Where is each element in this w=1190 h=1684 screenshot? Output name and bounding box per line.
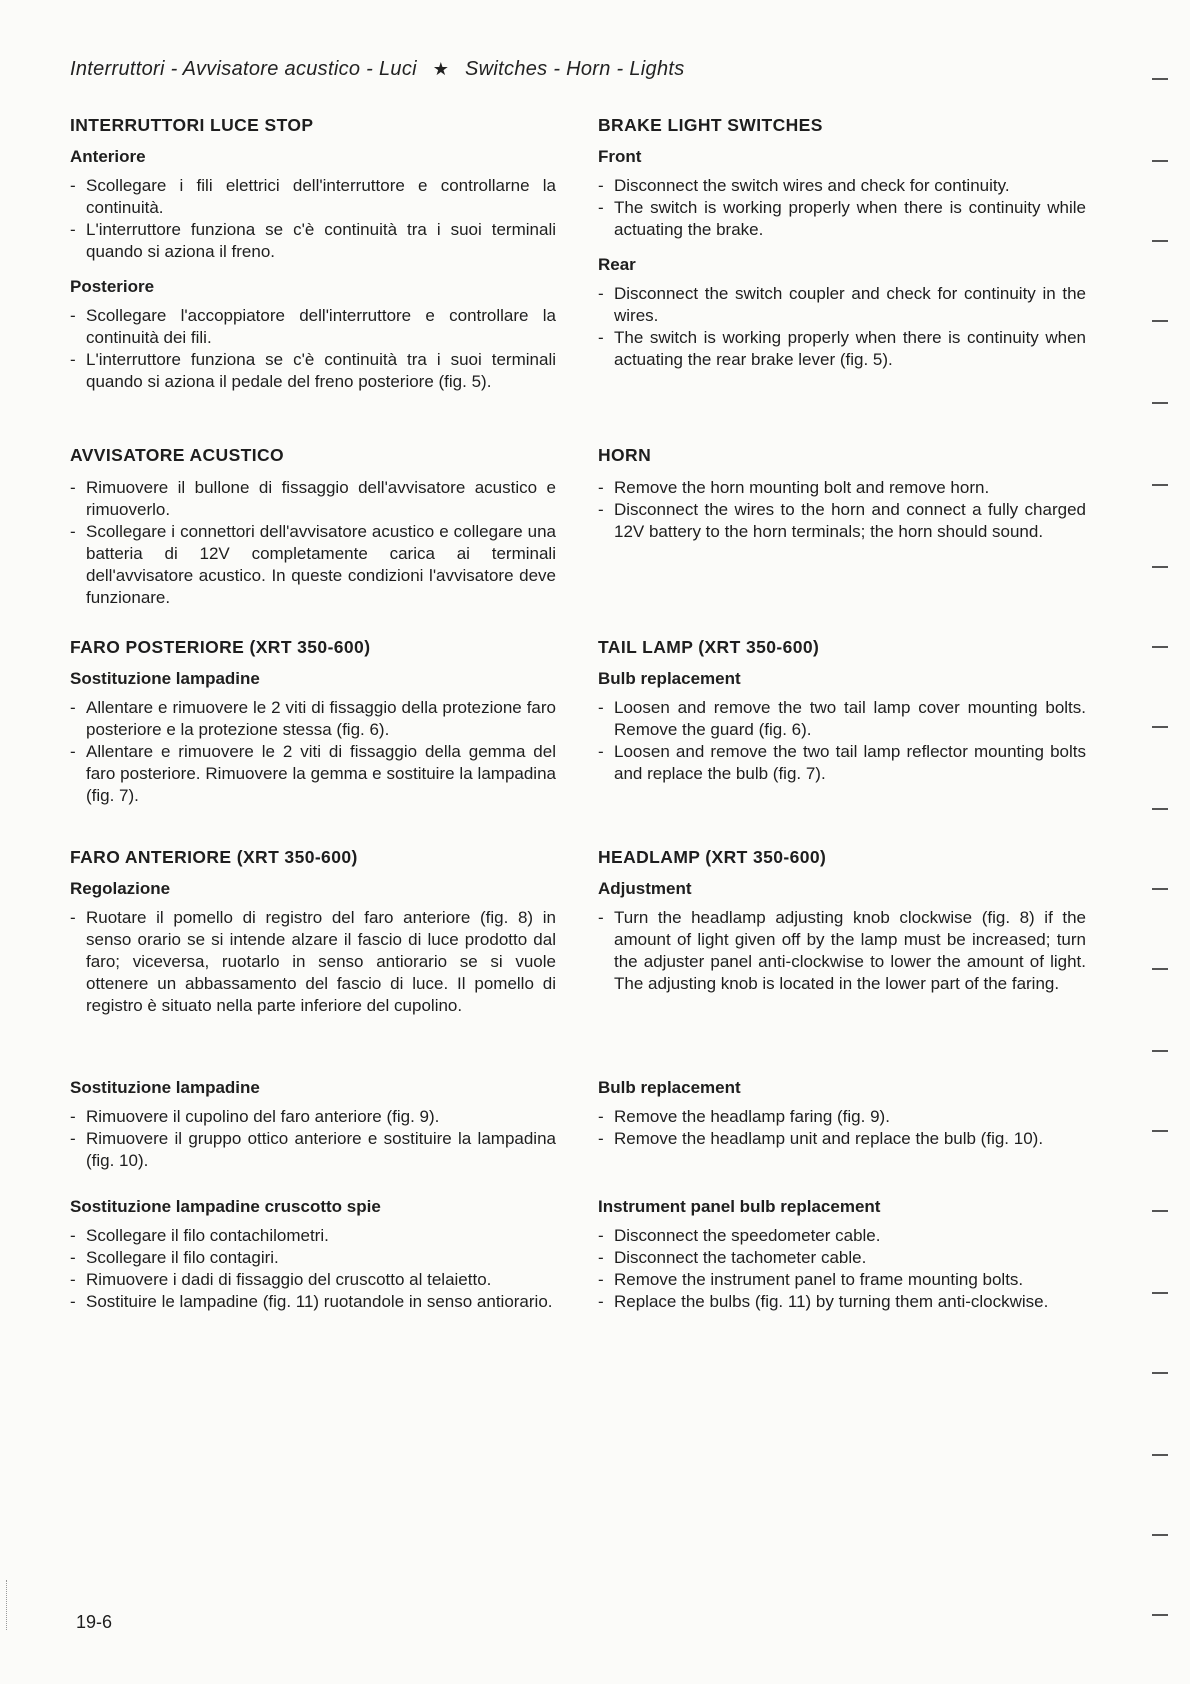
section-tail-lamp-en [598, 637, 1086, 785]
margin-tick [1152, 1130, 1168, 1132]
list-item: - Loosen and remove the two tail lamp cover mounting bolts. Remove the guard (fig. 6). [598, 697, 1086, 741]
list-item: - Rimuovere i dadi di fissaggio del cruscotto al telaietto. [70, 1269, 556, 1291]
step-list [598, 1106, 1086, 1150]
step-list [598, 477, 1086, 543]
list-item: - Scollegare l'accoppiatore dell'interruttore e controllare la continuità dei fili. [70, 305, 556, 349]
step-list [70, 1225, 556, 1313]
section-tail-lamp-it [70, 637, 556, 807]
section-headlamp-it [70, 847, 556, 1017]
list-item: - Disconnect the switch coupler and check for continuity in the wires. [598, 283, 1086, 327]
list-item: - The switch is working properly when there is continuity when actuating the rear brake lever (fig. 5). [598, 327, 1086, 371]
section-title: TAIL LAMP (XRT 350-600) [598, 637, 820, 657]
section-title: HORN [598, 445, 652, 465]
section-stop-switches-it [70, 115, 556, 393]
star-icon: ★ [432, 59, 450, 79]
list-item: - Sostituire le lampadine (fig. 11) ruotandole in senso antiorario. [70, 1291, 556, 1313]
subsection-title: Rear [598, 255, 636, 274]
margin-tick [1152, 888, 1168, 890]
subsection-title: Sostituzione lampadine cruscotto spie [70, 1197, 381, 1216]
margin-tick [1152, 160, 1168, 162]
list-item: - Remove the headlamp faring (fig. 9). [598, 1106, 1086, 1128]
step-list [598, 697, 1086, 785]
subsection-title: Adjustment [598, 879, 692, 898]
margin-tick [1152, 566, 1168, 568]
list-item: - Scollegare il filo contachilometri. [70, 1225, 556, 1247]
list-item: - Replace the bulbs (fig. 11) by turning them anti-clockwise. [598, 1291, 1086, 1313]
list-item: - Rimuovere il gruppo ottico anteriore e sostituire la lampadina (fig. 10). [70, 1128, 556, 1172]
list-item: - L'interruttore funziona se c'è continuità tra i suoi terminali quando si aziona il freno. [70, 219, 556, 263]
subsection-title: Instrument panel bulb replacement [598, 1197, 881, 1216]
step-list [70, 1106, 556, 1172]
list-item: - Rimuovere il cupolino del faro anteriore (fig. 9). [70, 1106, 556, 1128]
subsection-title: Front [598, 147, 642, 166]
list-item: - The switch is working properly when there is continuity while actuating the brake. [598, 197, 1086, 241]
section-panel-bulb-en [598, 1197, 1086, 1313]
subsection-title: Sostituzione lampadine [70, 669, 260, 688]
page-number: 19-6 [76, 1612, 113, 1632]
section-stop-switches-en [598, 115, 1086, 371]
margin-tick [1152, 726, 1168, 728]
margin-tick [1152, 320, 1168, 322]
section-title: HEADLAMP (XRT 350-600) [598, 847, 827, 867]
step-list [70, 305, 556, 393]
margin-tick [1152, 968, 1168, 970]
margin-tick [1152, 1454, 1168, 1456]
step-list [70, 477, 556, 609]
subsection-title: Bulb replacement [598, 1078, 741, 1097]
section-panel-bulb-it [70, 1197, 556, 1313]
margin-tick [1152, 1534, 1168, 1536]
list-item: - Disconnect the switch wires and check for continuity. [598, 175, 1086, 197]
step-list [598, 283, 1086, 371]
list-item: - Remove the instrument panel to frame mounting bolts. [598, 1269, 1086, 1291]
step-list [598, 175, 1086, 241]
margin-tick [1152, 1050, 1168, 1052]
section-title: FARO ANTERIORE (XRT 350-600) [70, 847, 358, 867]
list-item: - Allentare e rimuovere le 2 viti di fissaggio della protezione faro posteriore e la protezione stessa (fig. 6). [70, 697, 556, 741]
list-item: - Turn the headlamp adjusting knob clockwise (fig. 8) if the amount of light given off by the lamp must be increased; turn the adjuster panel anti-clockwise to lower the amount of light. The adjusting knob is located in the lower part of the faring. [598, 907, 1086, 995]
section-horn-it [70, 445, 556, 609]
header-italian: Interruttori - Avvisatore acustico - Luci [70, 58, 417, 80]
margin-tick [1152, 1292, 1168, 1294]
margin-tick [1152, 402, 1168, 404]
list-item: - Remove the horn mounting bolt and remove horn. [598, 477, 1086, 499]
list-item: - Scollegare il filo contagiri. [70, 1247, 556, 1269]
section-title: INTERRUTTORI LUCE STOP [70, 115, 314, 135]
header-english: Switches - Horn - Lights [465, 58, 685, 80]
section-headlamp-bulb-it [70, 1078, 556, 1172]
section-headlamp-en [598, 847, 1086, 995]
list-item: - Disconnect the tachometer cable. [598, 1247, 1086, 1269]
list-item: - Loosen and remove the two tail lamp reflector mounting bolts and replace the bulb (fig. 7). [598, 741, 1086, 785]
section-headlamp-bulb-en [598, 1078, 1086, 1150]
margin-tick [1152, 646, 1168, 648]
margin-tick [1152, 240, 1168, 242]
margin-tick [1152, 484, 1168, 486]
list-item: - Ruotare il pomello di registro del faro anteriore (fig. 8) in senso orario se si intende alzare il fascio di luce prodotto dal faro; viceversa, ruotarlo in senso antiorario se si vuole ottenere un abbassamento del fascio di luce. Il pomello di registro è situato nella parte inferiore del cupolino. [70, 907, 556, 1017]
subsection-title: Posteriore [70, 277, 155, 296]
list-item: - Scollegare i fili elettrici dell'interruttore e controllarne la continuità. [70, 175, 556, 219]
scan-edge-mark [6, 1580, 8, 1630]
running-header [70, 58, 685, 81]
step-list [70, 907, 556, 1017]
section-title: AVVISATORE ACUSTICO [70, 445, 285, 465]
margin-tick [1152, 78, 1168, 80]
section-title: BRAKE LIGHT SWITCHES [598, 115, 823, 135]
margin-tick [1152, 808, 1168, 810]
section-horn-en [598, 445, 1086, 543]
step-list [598, 1225, 1086, 1313]
list-item: - Rimuovere il bullone di fissaggio dell'avvisatore acustico e rimuoverlo. [70, 477, 556, 521]
section-title: FARO POSTERIORE (XRT 350-600) [70, 637, 371, 657]
margin-tick [1152, 1614, 1168, 1616]
list-item: - L'interruttore funziona se c'è continuità tra i suoi terminali quando si aziona il pedale del freno posteriore (fig. 5). [70, 349, 556, 393]
step-list [70, 175, 556, 263]
margin-tick [1152, 1210, 1168, 1212]
subsection-title: Sostituzione lampadine [70, 1078, 260, 1097]
list-item: - Scollegare i connettori dell'avvisatore acustico e collegare una batteria di 12V completamente carica ai terminali dell'avvisatore acustico. In queste condizioni l'avvisatore deve funzionare. [70, 521, 556, 609]
step-list [70, 697, 556, 807]
list-item: - Remove the headlamp unit and replace the bulb (fig. 10). [598, 1128, 1086, 1150]
subsection-title: Bulb replacement [598, 669, 741, 688]
margin-tick [1152, 1372, 1168, 1374]
list-item: - Allentare e rimuovere le 2 viti di fissaggio della gemma del faro posteriore. Rimuovere la gemma e sostituire la lampadina (fig. 7). [70, 741, 556, 807]
list-item: - Disconnect the speedometer cable. [598, 1225, 1086, 1247]
subsection-title: Anteriore [70, 147, 146, 166]
subsection-title: Regolazione [70, 879, 171, 898]
step-list [598, 907, 1086, 995]
list-item: - Disconnect the wires to the horn and connect a fully charged 12V battery to the horn terminals; the horn should sound. [598, 499, 1086, 543]
